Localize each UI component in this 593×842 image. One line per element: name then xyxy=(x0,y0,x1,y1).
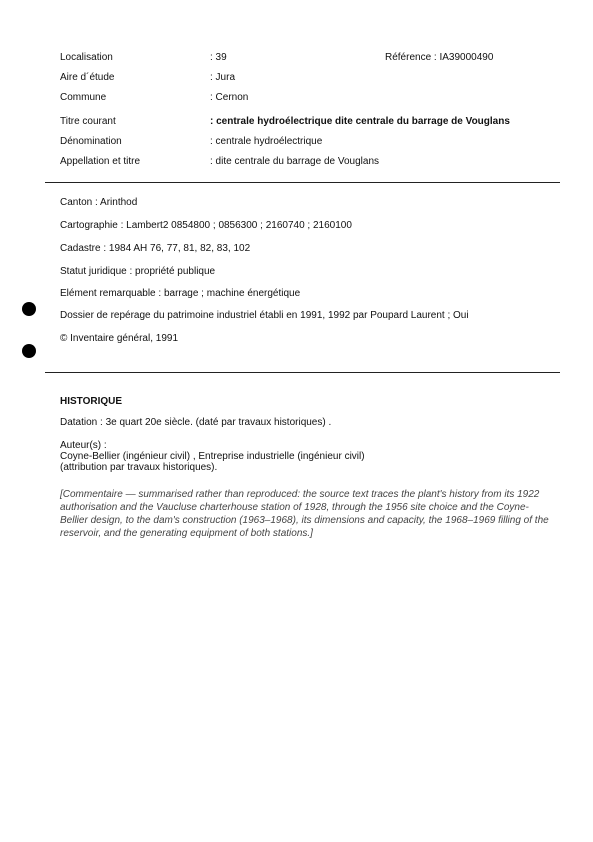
field-value: : Cernon xyxy=(210,92,249,103)
field-label: Localisation xyxy=(60,52,113,63)
field-label: Titre courant xyxy=(60,116,116,127)
reference: Référence : IA39000490 xyxy=(385,52,494,63)
divider xyxy=(45,372,560,373)
bullet-icon xyxy=(22,302,36,316)
field-value: : centrale hydroélectrique xyxy=(210,136,323,147)
field-value: : 39 xyxy=(210,52,227,63)
detail-line: Elément remarquable : barrage ; machine énergétique xyxy=(60,288,301,299)
divider xyxy=(45,182,560,183)
field-value: : dite centrale du barrage de Vouglans xyxy=(210,156,380,167)
bullet-icon xyxy=(22,344,36,358)
detail-line: Dossier de repérage du patrimoine industriel établi en 1991, 1992 par Poupard Laurent ; Oui xyxy=(60,310,469,321)
datation: Datation : 3e quart 20e siècle. (daté par travaux historiques) . xyxy=(60,417,332,428)
field-label: Appellation et titre xyxy=(60,156,141,167)
title-value: : centrale hydroélectrique dite centrale du barrage de Vouglans xyxy=(210,116,510,127)
detail-line: Cartographie : Lambert2 0854800 ; 0856300 ; 2160740 ; 2160100 xyxy=(60,220,352,231)
field-label: Commune xyxy=(60,92,107,103)
detail-line: Cadastre : 1984 AH 76, 77, 81, 82, 83, 102 xyxy=(60,243,251,254)
field-value: : Jura xyxy=(210,72,236,83)
auteurs-line: (attribution par travaux historiques). xyxy=(60,462,218,473)
commentaire-summary: [Commentaire — summarised rather than reproduced: the source text traces the plant's history from its 1922 authorisation and the Vaucluse charterhouse station of 1928, through the 1956 site choice and the Coyne-Bellier design, to the dam's construction (1963–1968), its dimensions and capacity, the 1968–1969 filling of the reservoir, and the generating equipment of both stations.] xyxy=(60,489,549,539)
auteurs-line: Coyne-Bellier (ingénieur civil) , Entreprise industrielle (ingénieur civil) xyxy=(60,451,365,462)
auteurs-label: Auteur(s) : xyxy=(60,440,107,451)
detail-line: © Inventaire général, 1991 xyxy=(60,333,179,344)
detail-line: Statut juridique : propriété publique xyxy=(60,266,216,277)
detail-line: Canton : Arinthod xyxy=(60,197,138,208)
field-label: Dénomination xyxy=(60,136,122,147)
section-heading: HISTORIQUE xyxy=(60,396,123,407)
field-label: Aire d´étude xyxy=(60,72,115,83)
